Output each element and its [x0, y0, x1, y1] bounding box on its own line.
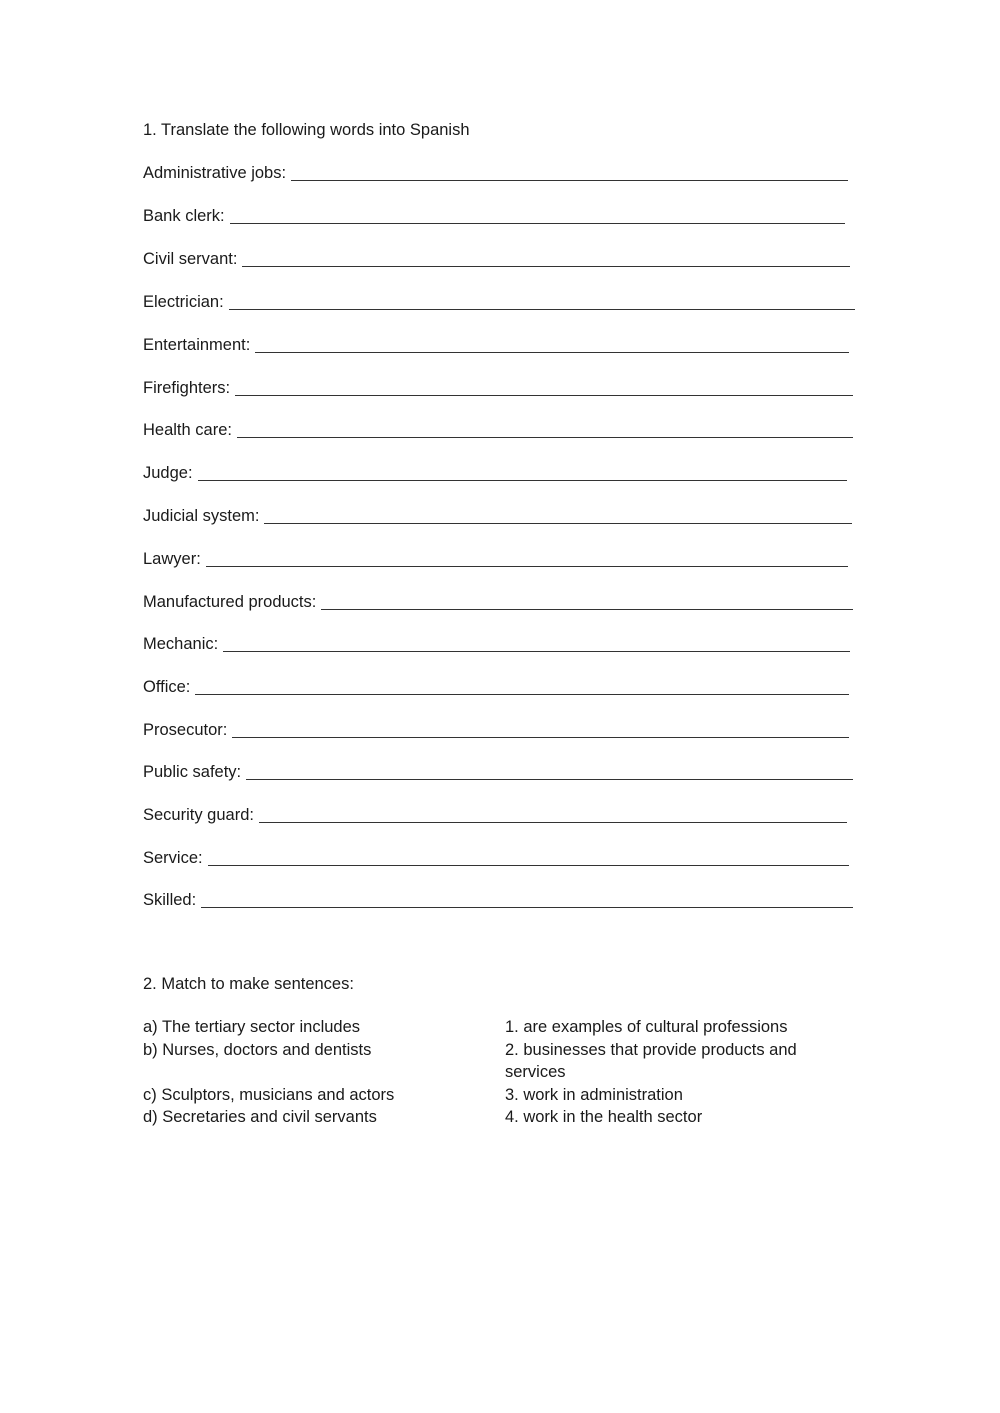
- answer-line[interactable]: [232, 720, 849, 738]
- answer-line[interactable]: [237, 420, 853, 438]
- word-label: Administrative jobs:: [143, 164, 287, 182]
- answer-line[interactable]: [259, 805, 847, 823]
- answer-line[interactable]: [230, 206, 845, 224]
- match-right-column: [505, 1016, 825, 1129]
- answer-line[interactable]: [198, 463, 847, 481]
- answer-line[interactable]: [195, 677, 849, 695]
- word-label: Public safety:: [143, 763, 242, 781]
- word-label: Prosecutor:: [143, 721, 228, 739]
- translate-row-lawyer: [143, 547, 848, 569]
- word-label: Bank clerk:: [143, 207, 225, 225]
- word-label: Civil servant:: [143, 250, 238, 268]
- section1-heading: 1. Translate the following words into Spanish: [143, 121, 470, 139]
- word-label: Judge:: [143, 464, 193, 482]
- answer-line[interactable]: [242, 249, 850, 267]
- translate-row-skilled: [143, 888, 853, 910]
- translate-row-manufactured-products: [143, 590, 853, 612]
- word-label: Health care:: [143, 421, 232, 439]
- translate-row-judge: [143, 461, 847, 483]
- answer-line[interactable]: [235, 378, 853, 396]
- answer-line[interactable]: [291, 163, 848, 181]
- translate-row-electrician: [143, 290, 855, 312]
- match-left-item-d: d) Secretaries and civil servants: [143, 1108, 377, 1126]
- translate-row-firefighters: [143, 376, 853, 398]
- match-right-item-1: 1. are examples of cultural professions: [505, 1018, 788, 1036]
- word-label: Mechanic:: [143, 635, 219, 653]
- translate-row-judicial-system: [143, 504, 852, 526]
- word-label: Service:: [143, 849, 203, 867]
- translate-row-health-care: [143, 418, 853, 440]
- word-label: Lawyer:: [143, 550, 201, 568]
- translate-row-service: [143, 846, 849, 868]
- answer-line[interactable]: [264, 506, 852, 524]
- match-left-column: [143, 1016, 493, 1129]
- translate-row-security-guard: [143, 803, 847, 825]
- word-label: Manufactured products:: [143, 593, 317, 611]
- match-right-item-4: 4. work in the health sector: [505, 1108, 703, 1126]
- word-label: Firefighters:: [143, 379, 231, 397]
- answer-line[interactable]: [255, 335, 849, 353]
- translate-row-entertainment: [143, 333, 849, 355]
- translate-row-administrative-jobs: [143, 161, 848, 183]
- word-label: Judicial system:: [143, 507, 260, 525]
- word-label: Office:: [143, 678, 191, 696]
- word-label: Skilled:: [143, 891, 197, 909]
- translate-row-bank-clerk: [143, 204, 845, 226]
- answer-line[interactable]: [321, 592, 853, 610]
- word-label: Electrician:: [143, 293, 224, 311]
- translate-row-prosecutor: [143, 718, 849, 740]
- translate-row-public-safety: [143, 760, 853, 782]
- answer-line[interactable]: [223, 634, 850, 652]
- match-left-item-a: a) The tertiary sector includes: [143, 1018, 361, 1036]
- translate-row-civil-servant: [143, 247, 850, 269]
- match-right-item-3: 3. work in administration: [505, 1085, 683, 1104]
- match-left-item-b: b) Nurses, doctors and dentists: [143, 1040, 372, 1059]
- word-label: Entertainment:: [143, 336, 251, 354]
- answer-line[interactable]: [201, 890, 853, 908]
- section2-heading: 2. Match to make sentences:: [143, 975, 354, 993]
- translate-row-mechanic: [143, 632, 850, 654]
- answer-line[interactable]: [246, 762, 853, 780]
- answer-line[interactable]: [206, 549, 848, 567]
- answer-line[interactable]: [229, 292, 855, 310]
- answer-line[interactable]: [208, 848, 849, 866]
- translate-row-office: [143, 675, 849, 697]
- match-left-item-c: c) Sculptors, musicians and actors: [143, 1085, 395, 1104]
- match-right-item-2: 2. businesses that provide products and services: [505, 1040, 797, 1081]
- word-label: Security guard:: [143, 806, 254, 824]
